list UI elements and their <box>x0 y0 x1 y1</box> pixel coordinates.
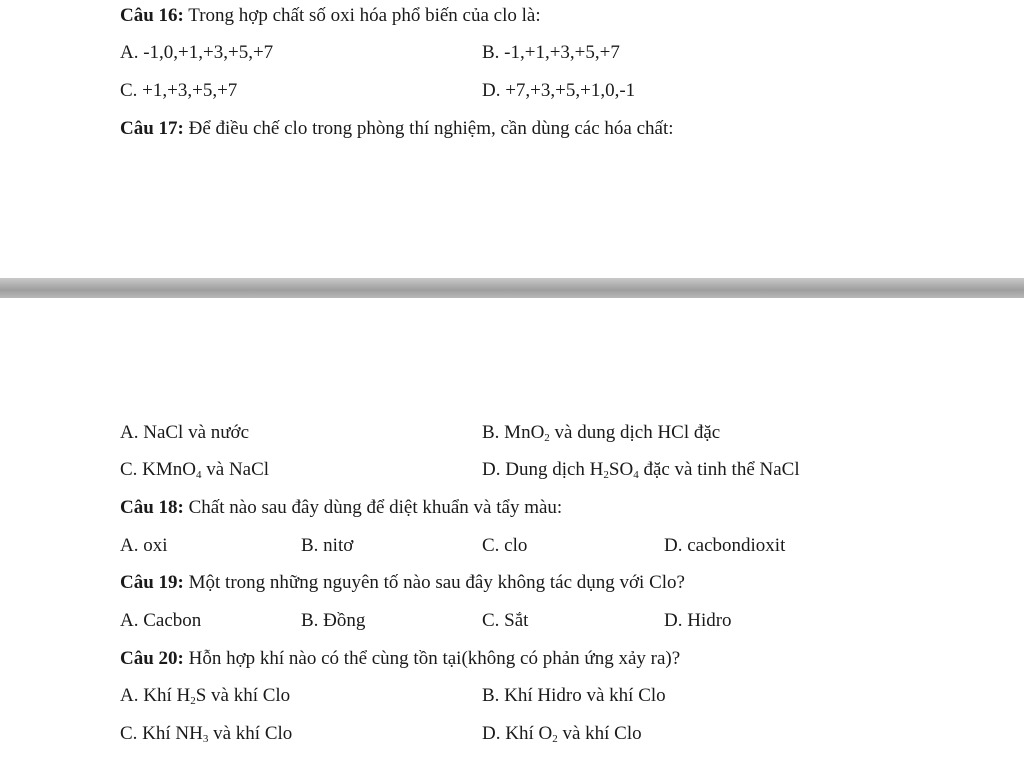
question-19-stem <box>120 572 685 594</box>
q17-option-d-text: D. Dung dịch H <box>482 459 604 480</box>
q17-option-d-rest: đặc và tinh thể NaCl <box>638 459 800 480</box>
q16-option-d: D. +7,+3,+5,+1,0,-1 <box>482 80 636 101</box>
q18-option-b: B. nitơ <box>301 535 354 556</box>
question-18-label: Câu 18: <box>120 497 184 518</box>
q17-option-d-sub1: 2 <box>603 469 609 481</box>
q16-option-c: C. +1,+3,+5,+7 <box>120 80 238 101</box>
q18-option-a: A. oxi <box>120 535 168 556</box>
q20-option-d <box>482 723 642 745</box>
q17-option-d-sub2: 4 <box>633 469 639 481</box>
q20-option-c-sub: 3 <box>202 733 209 745</box>
question-17-label: Câu 17: <box>120 118 184 139</box>
q19-option-c: C. Sắt <box>482 610 529 631</box>
q20-option-a-text: A. Khí H <box>120 685 191 706</box>
q17-option-b-rest: và dung dịch HCl đặc <box>549 422 721 443</box>
question-16-label: Câu 16: <box>120 5 184 26</box>
q20-option-d-rest: và khí Clo <box>557 723 642 744</box>
q17-option-a: A. NaCl và nước <box>120 422 250 443</box>
q18-option-c: C. clo <box>482 535 528 556</box>
question-18-stem <box>120 497 562 519</box>
q20-option-d-sub: 2 <box>552 733 558 745</box>
q17-option-d-mid: SO <box>608 459 634 480</box>
q18-option-d: D. cacbondioxit <box>664 535 786 556</box>
question-17-stem <box>120 118 674 140</box>
q19-option-a: A. Cacbon <box>120 610 202 631</box>
q17-option-c <box>120 459 269 481</box>
q16-option-a: A. -1,0,+1,+3,+5,+7 <box>120 42 274 63</box>
question-17-text: Để điều chế clo trong phòng thí nghiệm, cần dùng các hóa chất: <box>183 118 674 139</box>
q19-option-b: B. Đồng <box>301 610 366 631</box>
question-19-text: Một trong những nguyên tố nào sau đây không tác dụng với Clo? <box>183 572 685 593</box>
q17-option-c-sub: 4 <box>196 469 202 481</box>
q20-option-a <box>120 685 290 707</box>
question-20-stem <box>120 648 680 670</box>
q20-option-c-text: C. Khí NH <box>120 723 203 744</box>
q20-option-d-text: D. Khí O <box>482 723 553 744</box>
q17-option-b <box>482 422 720 444</box>
q20-option-a-sub: 2 <box>190 695 196 707</box>
question-16-text: Trong hợp chất số oxi hóa phổ biến của clo là: <box>183 5 541 26</box>
q20-option-c-rest: và khí Clo <box>208 723 293 744</box>
question-20-text: Hỗn hợp khí nào có thể cùng tồn tại(không có phản ứng xảy ra)? <box>183 648 681 669</box>
question-18-text: Chất nào sau đây dùng để diệt khuẩn và tẩy màu: <box>183 497 563 518</box>
q17-option-c-text: C. KMnO <box>120 459 197 480</box>
page-top <box>0 0 1024 278</box>
page-break-divider <box>0 278 1024 298</box>
question-19-label: Câu 19: <box>120 572 184 593</box>
question-16-stem <box>120 5 541 27</box>
q20-option-b: B. Khí Hidro và khí Clo <box>482 685 666 706</box>
question-20-label: Câu 20: <box>120 648 184 669</box>
page-bottom <box>0 298 1024 759</box>
q17-option-c-rest: và NaCl <box>201 459 270 480</box>
q17-option-d <box>482 459 800 481</box>
q17-option-b-sub: 2 <box>544 432 550 444</box>
q20-option-c <box>120 723 292 745</box>
q16-option-b: B. -1,+1,+3,+5,+7 <box>482 42 620 63</box>
q19-option-d: D. Hidro <box>664 610 732 631</box>
q20-option-a-rest: S và khí Clo <box>195 685 291 706</box>
q17-option-b-text: B. MnO <box>482 422 545 443</box>
